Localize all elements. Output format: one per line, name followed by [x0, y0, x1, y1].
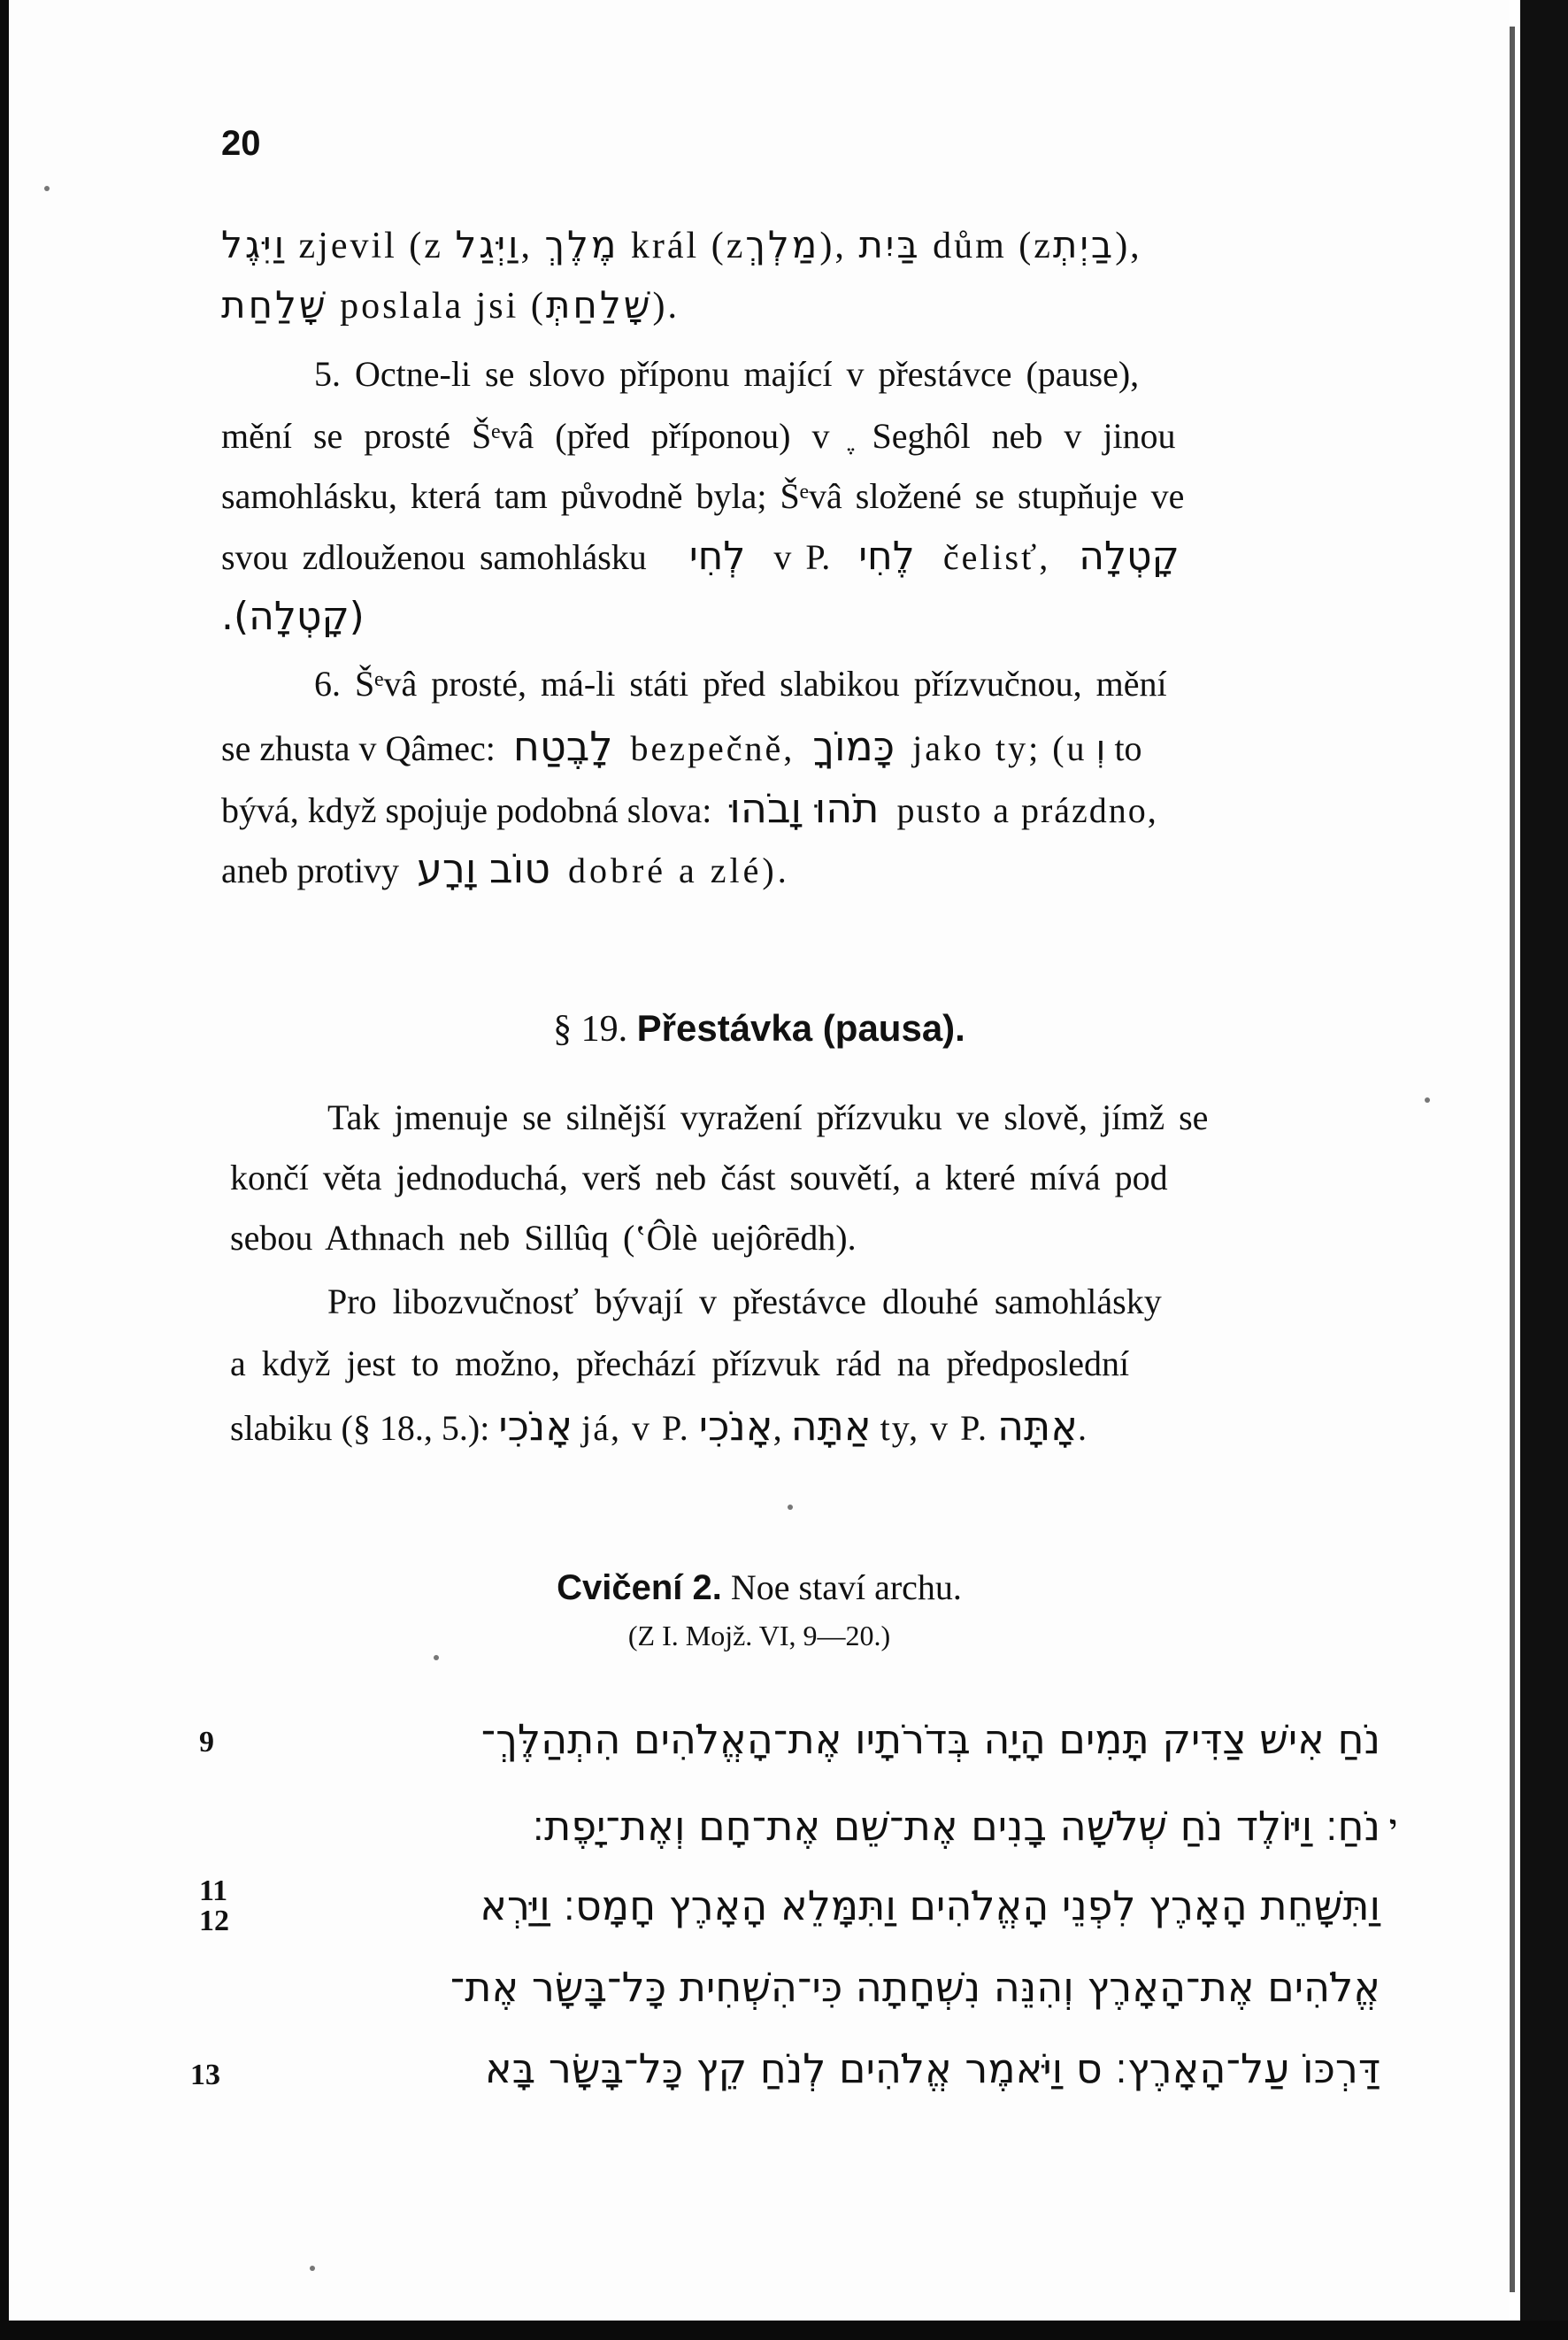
line-text: pusto a prázdno, — [896, 790, 1158, 830]
para1-line-3: sebou Athnach neb Sillûq (‛Ôlè uejôrēdh). — [230, 1218, 857, 1258]
hebrew-word: אַתָּה — [790, 1402, 872, 1450]
line-text: slabiku (§ 18., 5.): — [230, 1408, 490, 1448]
hebrew-word: לָבֶטַח — [512, 722, 613, 770]
scan-speck — [1425, 1097, 1430, 1103]
verse-number: 13 — [190, 2059, 220, 2091]
scan-edge-right-shadow — [1510, 27, 1515, 2292]
punct: ). — [652, 286, 680, 327]
hebrew-word: מֶלֶךְ — [544, 223, 619, 266]
scan-speck — [434, 1655, 439, 1660]
line-5: samohlásku, která tam původně byla; Šᵉvâ složené se stupňuje ve — [221, 476, 1185, 516]
para2-line-3 — [230, 1404, 1087, 1451]
scan-speck — [310, 2266, 315, 2271]
verse-number: 11 12 — [199, 1874, 229, 1937]
hebrew-line-1: נֹחַ אִישׁ צַדִּיק תָּמִים הָיָה בְּדֹרֹתָיו אֶת־הָאֱלֹהִים הִתְהַלֶּךְ־ — [480, 1715, 1380, 1763]
hebrew-line-3: וַתִּשָּׁחֵת הָאָרֶץ לִפְנֵי הָאֱלֹהִים וַתִּמָּלֵא הָאָרֶץ חָמָס׃ וַיַּרְא — [480, 1882, 1380, 1929]
line-text: ty, v P. — [880, 1408, 988, 1448]
punct: ), — [819, 226, 847, 266]
exercise-title: Noe staví archu. — [730, 1567, 962, 1607]
line-4: mění se prosté Šᵉvâ (před příponou) v ֶ Seghôl neb v jinou — [221, 416, 1176, 456]
section-title: Přestávka (pausa). — [636, 1007, 965, 1049]
hebrew-word: טוֹב וָרָע — [417, 844, 550, 892]
scan-edge-bottom — [0, 2321, 1568, 2340]
hebrew-word: לֶחִי — [858, 534, 915, 579]
line-text: se zhusta v Qâmec: — [221, 728, 496, 768]
exercise-label: Cvičení 2. — [557, 1568, 722, 1607]
hebrew-word: בַּיִת — [858, 223, 921, 266]
hebrew-word: מַלְךְ — [745, 223, 820, 266]
line-text: dobré a zlé). — [567, 851, 790, 890]
line-1 — [221, 223, 1142, 268]
para2-line-1: Pro libozvučnosť bývají v přestávce dlouhé samohlásky — [327, 1282, 1162, 1321]
exercise-heading — [9, 1566, 1510, 1608]
verse-number: י — [1389, 1811, 1397, 1844]
scan-speck — [44, 186, 50, 191]
line-11 — [221, 846, 790, 893]
hebrew-word: בַיְתְ — [1052, 223, 1116, 266]
line-text: zjevil (z — [298, 226, 443, 266]
punct: . — [1077, 1408, 1087, 1448]
line-text: aneb protivy — [221, 851, 400, 890]
line-7 — [221, 595, 365, 640]
line-3: 5. Octne-li se slovo příponu mající v přestávce (pause), — [314, 354, 1140, 394]
punct: , — [520, 226, 533, 266]
hebrew-word: אָתָּה — [996, 1402, 1078, 1450]
line-text: jako ty; (u — [912, 728, 1088, 768]
scan-speck — [788, 1505, 793, 1510]
para2-line-2: a když jest to možno, přechází přízvuk rád na předposlední — [230, 1343, 1130, 1383]
section-number: § 19. — [553, 1009, 628, 1050]
hebrew-word: אָנֹכִי — [698, 1402, 773, 1450]
hebrew-line-4: אֱלֹהִים אֶת־הָאָרֶץ וְהִנֵּה נִשְׁחָתָה כִּי־הִשְׁחִית כָּל־בָּשָׂר אֶת־ — [450, 1963, 1380, 2011]
scan-edge-right — [1520, 0, 1568, 2340]
hebrew-word: שָׁלַחַת — [221, 283, 328, 327]
punct: ), — [1115, 226, 1142, 266]
verse-number: 9 — [199, 1726, 214, 1759]
para1-line-2: končí věta jednoduchá, verš neb část souvětí, a které mívá pod — [230, 1158, 1168, 1197]
hebrew-word: וַיְּגַל — [455, 223, 521, 266]
para1-line-1: Tak jmenuje se silnější vyražení přízvuku ve slově, jímž se — [327, 1097, 1209, 1137]
line-text: svou zdlouženou samohlásku — [221, 537, 647, 577]
hebrew-word: אָנֹכִי — [498, 1402, 573, 1450]
hebrew-word: כָּמוֹךָ — [812, 722, 895, 770]
hebrew-word: שָׁלַחַתְּ — [545, 283, 653, 327]
line-text: král (z — [630, 226, 746, 266]
section-heading — [9, 1007, 1510, 1051]
hebrew-word: תֹהוּ וָבֹהוּ — [729, 784, 880, 832]
scan-edge-left — [0, 0, 9, 2340]
line-text: v P. — [773, 537, 831, 577]
line-text: bezpečně, — [630, 728, 796, 768]
line-text: poslala jsi ( — [340, 286, 546, 327]
line-2 — [221, 283, 680, 328]
line-10 — [221, 786, 1158, 833]
hebrew-line-5: דַּרְכּוֹ עַל־הָאָרֶץ׃ ס וַיֹּאמֶר אֱלֹהִים לְנֹחַ קֵץ כָּל־בָּשָׂר בָּא — [484, 2044, 1380, 2092]
exercise-reference: (Z I. Mojž. VI, 9—20.) — [627, 1620, 891, 1651]
line-6 — [221, 535, 1180, 580]
line-8: 6. Šᵉvâ prosté, má-li státi před slabikou přízvučnou, mění — [314, 664, 1167, 704]
line-9 — [221, 724, 1142, 771]
line-text: dům (z — [933, 226, 1053, 266]
hebrew-word: לְחִי — [688, 534, 746, 579]
hebrew-word: וַיִּגֶל — [221, 223, 288, 266]
line-text: já, v P. — [581, 1408, 690, 1448]
hebrew-word: וְ — [1095, 728, 1106, 769]
hebrew-word: (קָטְלָה). — [221, 594, 365, 639]
book-page — [9, 0, 1510, 2321]
hebrew-line-2: נֹחַ׃ וַיּוֹלֶד נֹחַ שְׁלֹשָׁה בָנִים אֶת־שֵׁם אֶת־חָם וְאֶת־יָפֶת׃ — [532, 1802, 1380, 1850]
line-text: bývá, když spojuje podobná slova: — [221, 790, 712, 830]
line-text: čelisť, — [942, 537, 1051, 577]
page-number: 20 — [221, 124, 261, 163]
line-text: to — [1114, 728, 1142, 768]
hebrew-word: קָטְלָה — [1079, 534, 1180, 579]
punct: , — [772, 1408, 782, 1448]
